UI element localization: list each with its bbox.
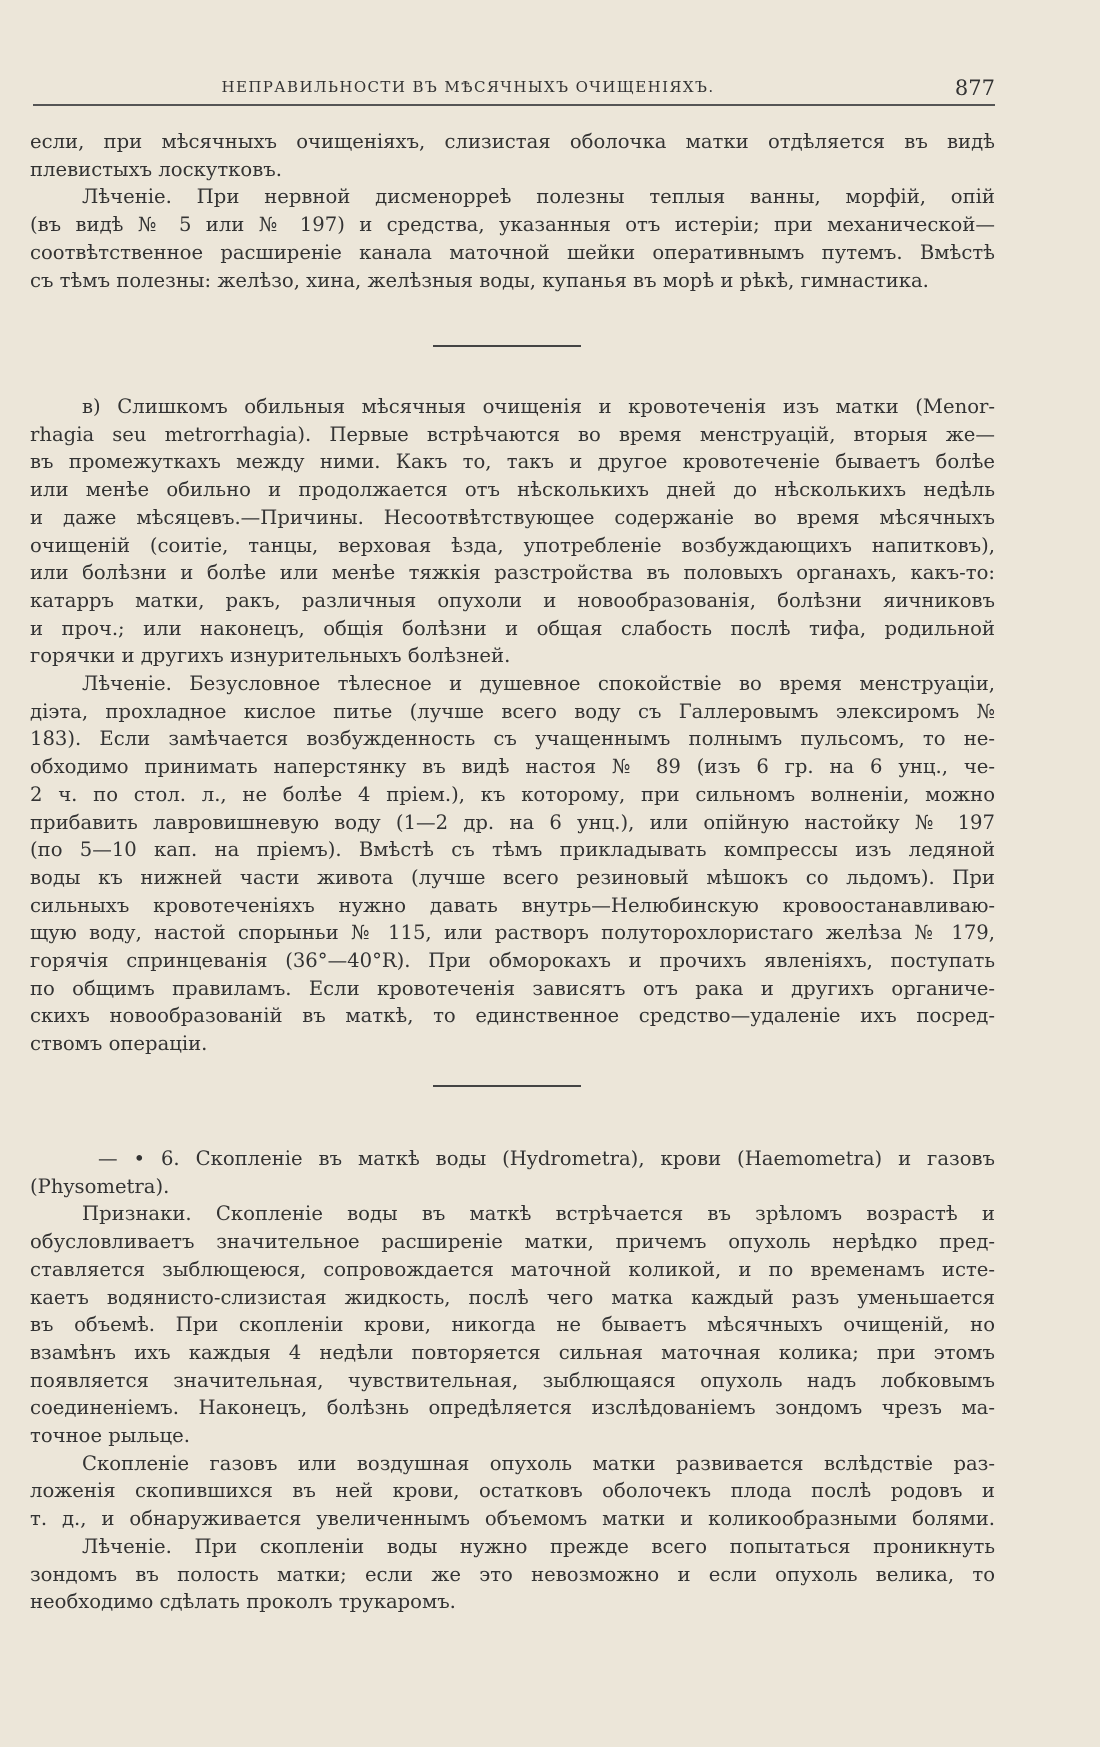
text-line: по общимъ правиламъ. Если кровотеченія зависятъ отъ рака и другихъ органиче-	[30, 976, 995, 1000]
text-line: если, при мѣсячныхъ очищеніяхъ, слизистая оболочка матки отдѣляется въ видѣ	[30, 130, 995, 153]
text-line: (Physometra).	[30, 1174, 170, 1198]
text-line: Лѣченіе. При скопленіи воды нужно прежде всего попытаться проникнуть	[82, 1534, 995, 1558]
text-line: необходимо сдѣлать проколъ трукаромъ.	[30, 1590, 456, 1614]
text-line: (въ видѣ № 5 или № 197) и средства, указанныя отъ истеріи; при механической—	[30, 213, 995, 237]
text-line: (по 5—10 кап. на пріемъ). Вмѣстѣ съ тѣмъ прикладывать компрессы изъ ледяной	[30, 838, 995, 862]
running-title: НЕПРАВИЛЬНОСТИ ВЪ МѢСЯЧНЫХЪ ОЧИЩЕНІЯХЪ.	[221, 78, 715, 96]
text-line: зондомъ въ полость матки; если же это невозможно и если опухоль велика, то	[30, 1562, 995, 1586]
section-heading: — • 6. Скопленіе въ маткѣ воды (Hydrometra), крови (Haemometra) и газовъ	[98, 1147, 995, 1170]
text-line: горячія спринцеванія (36°—40°R). При обморокахъ и прочихъ явленіяхъ, поступать	[30, 949, 995, 973]
text-line: соотвѣтственное расширеніе канала маточной шейки оперативнымъ путемъ. Вмѣстѣ	[30, 240, 995, 264]
text-line: обходимо принимать наперстянку въ видѣ настоя № 89 (изъ 6 гр. на 6 унц., че-	[30, 755, 995, 779]
text-line: 183). Если замѣчается возбужденность съ учащеннымъ полнымъ пульсомъ, то не-	[30, 727, 995, 751]
text-line: 2 ч. по стол. л., не болѣе 4 пріем.), къ которому, при сильномъ волненіи, можно	[30, 782, 995, 806]
text-line: или болѣзни и болѣе или менѣе тяжкія разстройства въ половыхъ органахъ, какъ-то:	[30, 561, 995, 585]
page-header	[33, 76, 995, 106]
text-line: появляется значительная, чувствительная, зыблющаяся опухоль надъ лобковымъ	[30, 1368, 995, 1392]
text-line: точное рыльце.	[30, 1424, 190, 1448]
text-line: rhagia seu metrorrhagia). Первые встрѣчаются во время менструацій, вторыя же—	[30, 422, 995, 446]
text-line: катарръ матки, ракъ, различныя опухоли и новообразованія, болѣзни яичниковъ	[30, 588, 995, 612]
text-block-1	[30, 128, 995, 294]
section-divider	[433, 1085, 581, 1087]
text-line: горячки и другихъ изнурительныхъ болѣзней.	[30, 644, 511, 668]
text-block-2	[30, 393, 995, 1058]
text-line: ложенія скопившихся въ ней крови, остатковъ оболочекъ плода послѣ родовъ и	[30, 1479, 995, 1503]
text-line: сильныхъ кровотеченіяхъ нужно давать внутрь—Нелюбинскую кровоостанавливаю-	[30, 893, 995, 917]
text-line: т. д., и обнаруживается увеличеннымъ объемомъ матки и коликообразными болями.	[30, 1507, 995, 1531]
text-line: Лѣченіе. При нервной дисменорреѣ полезны теплыя ванны, морфій, опій	[82, 185, 995, 209]
text-line: воды къ нижней части живота (лучше всего резиновый мѣшокъ со льдомъ). При	[30, 865, 995, 889]
text-line: или менѣе обильно и продолжается отъ нѣсколькихъ дней до нѣсколькихъ недѣль	[30, 478, 995, 502]
text-line: ствомъ операціи.	[30, 1032, 208, 1056]
text-line: скихъ новообразованій въ маткѣ, то единственное средство—удаленіе ихъ посред-	[30, 1004, 995, 1028]
section-divider	[433, 345, 581, 347]
text-line: въ объемѣ. При скопленіи крови, никогда не бываетъ мѣсячныхъ очищеній, но	[30, 1313, 995, 1337]
text-line: Признаки. Скопленіе воды въ маткѣ встрѣчается въ зрѣломъ возрастѣ и	[82, 1202, 995, 1226]
text-line: взамѣнъ ихъ каждыя 4 недѣли повторяется сильная маточная колика; при этомъ	[30, 1340, 995, 1364]
text-line: и проч.; или наконецъ, общія болѣзни и общая слабость послѣ тифа, родильной	[30, 616, 995, 640]
text-line: щую воду, настой спорыньи № 115, или растворъ полуторохлористаго желѣза № 179,	[30, 921, 995, 945]
text-line: в) Слишкомъ обильныя мѣсячныя очищенія и кровотеченія изъ матки (Menor-	[82, 395, 995, 418]
text-line: соединеніемъ. Наконецъ, болѣзнь опредѣляется изслѣдованіемъ зондомъ чрезъ ма-	[30, 1396, 995, 1420]
text-line: Лѣченіе. Безусловное тѣлесное и душевное спокойствіе во время менструаціи,	[82, 672, 995, 696]
text-line: обусловливаетъ значительное расширеніе матки, причемъ опухоль нерѣдко пред-	[30, 1230, 995, 1254]
text-line: діэта, прохладное кислое питье (лучше всего воду съ Галлеровымъ элексиромъ №	[30, 699, 995, 723]
text-line: ставляется зыблющеюся, сопровождается маточной коликой, и по временамъ исте-	[30, 1257, 995, 1281]
text-line: плевистыхъ лоскутковъ.	[30, 157, 282, 181]
text-line: въ промежуткахъ между ними. Какъ то, такъ и другое кровотеченіе бываетъ болѣе	[30, 450, 995, 474]
text-line: очищеній (соитіе, танцы, верховая ѣзда, употребленіе возбуждающихъ напитковъ),	[30, 533, 995, 557]
page-number: 877	[954, 76, 995, 100]
text-line: съ тѣмъ полезны: желѣзо, хина, желѣзныя воды, купанья въ морѣ и рѣкѣ, гимнастика.	[30, 268, 929, 292]
text-line: и даже мѣсяцевъ.—Причины. Несоотвѣтствующее содержаніе во время мѣсячныхъ	[30, 505, 995, 529]
text-line: Скопленіе газовъ или воздушная опухоль матки развивается вслѣдствіе раз-	[82, 1451, 995, 1475]
text-line: прибавить лавровишневую воду (1—2 др. на 6 унц.), или опійную настойку № 197	[30, 810, 995, 834]
text-block-3	[30, 1145, 995, 1616]
text-line: каетъ водянисто-слизистая жидкость, послѣ чего матка каждый разъ уменьшается	[30, 1285, 995, 1309]
